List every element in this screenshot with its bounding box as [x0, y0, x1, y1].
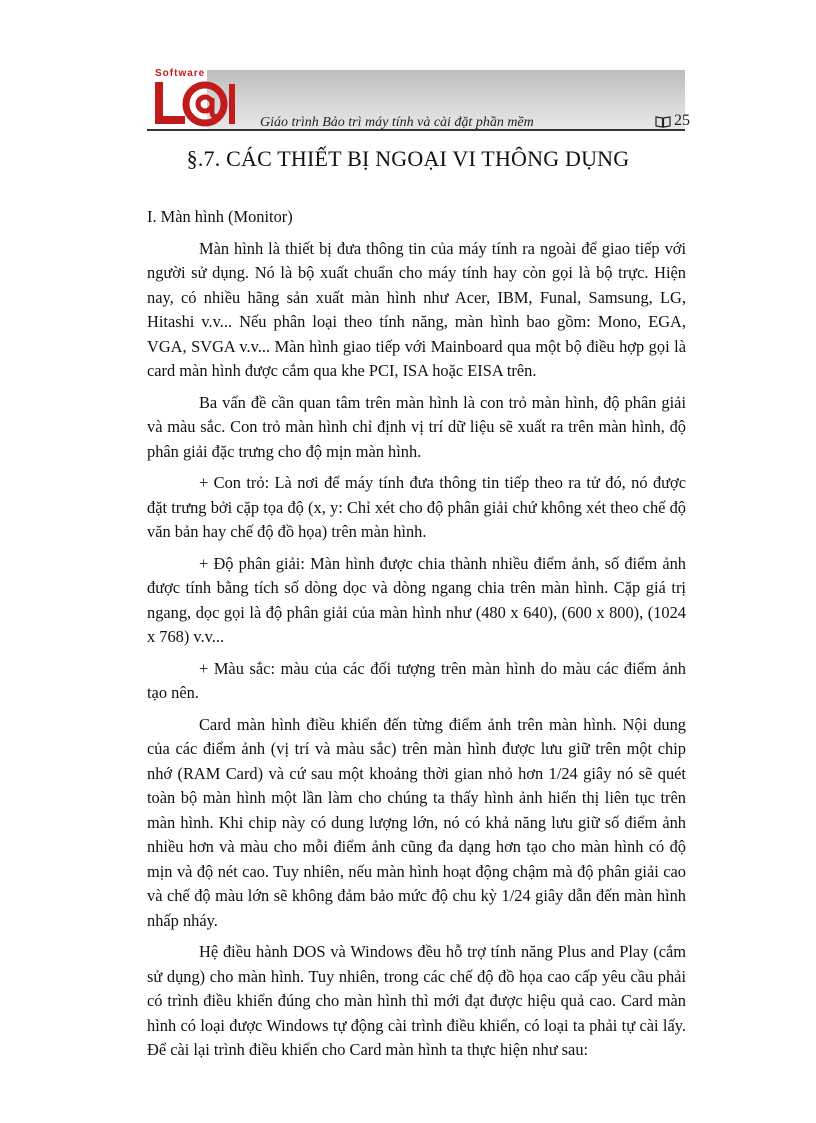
- paragraph: Card màn hình điều khiển đến từng điểm ảnh trên màn hình. Nội dung của các điểm ảnh (vị trí và màu sắc) trên màn hình được lưu giữ trên một chip nhớ (RAM Card) và cứ sau một khoảng thời gian nhỏ hơn 1/24 giây nó sẽ quét toàn bộ màn hình một lần làm cho chúng ta thấy hình ảnh hiển thị liên tục trên màn hình. Khi chip này có dung lượng lớn, nó có khả năng lưu giữ số điểm ảnh nhiều hơn và màu cho mỗi điểm ảnh cũng đa dạng hơn tạo cho màn hình có độ mịn và độ nét cao. Tuy nhiên, nếu màn hình hoạt động chậm mà độ phân giải cao và chế độ màu lớn sẽ không đảm bảo mức độ chu kỳ 1/24 giây dẫn đến màn hình nhấp nháy.: [147, 714, 686, 930]
- paragraph: Hệ điều hành DOS và Windows đều hỗ trợ tính năng Plus and Play (cắm sử dụng) cho màn hình. Tuy nhiên, trong các chế độ đồ họa cao cấp yêu cầu phải có trình điều khiển đúng cho màn hình thì mới đạt được hiệu quả cao. Card màn hình có loại được Windows tự động cài trình điều khiển, có loại ta phải tự cài lấy. Để cài lại trình điều khiển cho Card màn hình ta thực hiện như sau:: [147, 942, 686, 1059]
- paragraph: + Con trỏ: Là nơi để máy tính đưa thông tin tiếp theo ra tử đó, nó được đặt trưng bởi cặp tọa độ (x, y: Chỉ xét cho độ phân giải chứ không xét theo chế độ văn bản hay chế độ đồ họa) trên màn hình.: [147, 473, 686, 541]
- logo-text: Software: [155, 68, 206, 79]
- software-logo: [147, 66, 237, 130]
- page-number: 25: [674, 112, 690, 129]
- paragraph: Ba vấn đề cần quan tâm trên màn hình là con trỏ màn hình, độ phân giải và màu sắc. Con trỏ màn hình chỉ định vị trí dữ liệu sẽ xuất ra trên màn hình, độ phân giải đặc trưng cho độ mịn màn hình.: [147, 392, 686, 461]
- body-text: [147, 205, 686, 1070]
- header-title: Giáo trình Bảo trì máy tính và cài đặt phần mềm: [260, 115, 534, 130]
- paragraph: Màn hình là thiết bị đưa thông tin của máy tính ra ngoài để giao tiếp với người sử dụng. Nó là bộ xuất chuẩn cho máy tính hay còn gọi là bộ trực. Hiện nay, có nhiều hãng sản xuất màn hình như Acer, IBM, Funal, Samsung, LG, Hitashi v.v... Nếu phân loại theo tính năng, màn hình bao gồm: Mono, EGA, VGA, SVGA v.v... Màn hình giao tiếp với Mainboard qua một bộ điều hợp gọi là card màn hình được cắm qua khe PCI, ISA hoặc EISA trên.: [147, 238, 686, 380]
- page-header: [147, 66, 690, 132]
- subheading-monitor: I. Màn hình (Monitor): [147, 207, 293, 226]
- section-title: §.7. CÁC THIẾT BỊ NGOẠI VI THÔNG DỤNG: [186, 146, 630, 171]
- logo-mark-icon: [149, 78, 237, 130]
- book-icon: [655, 116, 671, 128]
- paragraph: + Độ phân giải: Màn hình được chia thành nhiều điểm ảnh, số điểm ảnh được tính bằng tích số dòng dọc và dòng ngang chia trên màn hình. Cặp giá trị ngang, dọc gọi là độ phân giải của màn hình như (480 x 640), (600 x 800), (1024 x 768) v.v...: [147, 553, 686, 646]
- paragraph: + Màu sắc: màu của các đối tượng trên màn hình do màu các điểm ảnh tạo nên.: [147, 658, 686, 702]
